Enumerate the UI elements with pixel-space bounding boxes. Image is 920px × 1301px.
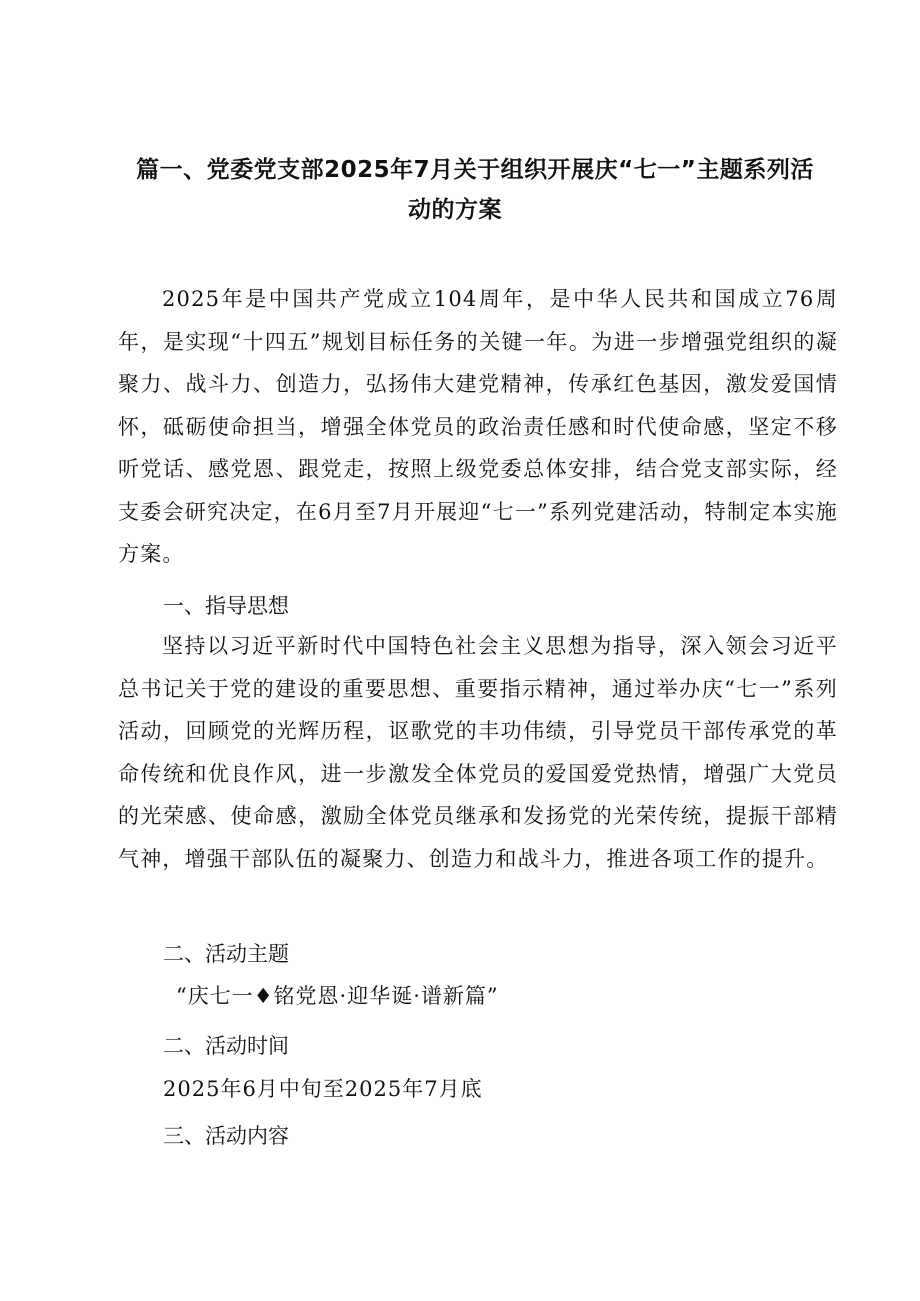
section1-paragraph: 坚持以习近平新时代中国特色社会主义思想为指导，深入领会习近平总书记关于党的建设的重要思想、重要指示精神，通过举办庆“七一”系列活动，回顾党的光辉历程，讴歌党的丰功伟绩，引导党员干部传承党的革命传统和优良作风，进一步激发全体党员的爱国爱党热情，增强广大党员的光荣感、使命感，激励全体党员继承和发扬党的光荣传统，提振干部精气神，增强干部队伍的凝聚力、创造力和战斗力，推进各项工作的提升。: [118, 634, 838, 871]
section1-heading: 一、指导思想: [163, 594, 289, 618]
section4-heading: 三、活动内容: [163, 1124, 289, 1148]
section3-dates: 2025年6月中旬至2025年7月底: [163, 1077, 483, 1101]
document-title-line2: 动的方案: [408, 197, 502, 223]
document-title-line1: 篇一、党委党支部2025年7月关于组织开展庆“七一”主题系列活: [136, 157, 814, 183]
section3-heading: 二、活动时间: [163, 1034, 289, 1058]
section2-theme: “庆七一♦铭党恩·迎华诞·谱新篇”: [176, 984, 499, 1008]
section2-heading: 二、活动主题: [163, 942, 289, 966]
intro-paragraph: 2025年是中国共产党成立104周年，是中华人民共和国成立76周年，是实现“十四五”规划目标任务的关键一年。为进一步增强党组织的凝聚力、战斗力、创造力，弘扬伟大建党精神，传承红色基因，激发爱国情怀，砥砺使命担当，增强全体党员的政治责任感和时代使命感，坚定不移听党话、感党恩、跟党走，按照上级党委总体安排，结合党支部实际，经支委会研究决定，在6月至7月开展迎“七一”系列党建活动，特制定本实施方案。: [118, 287, 838, 566]
